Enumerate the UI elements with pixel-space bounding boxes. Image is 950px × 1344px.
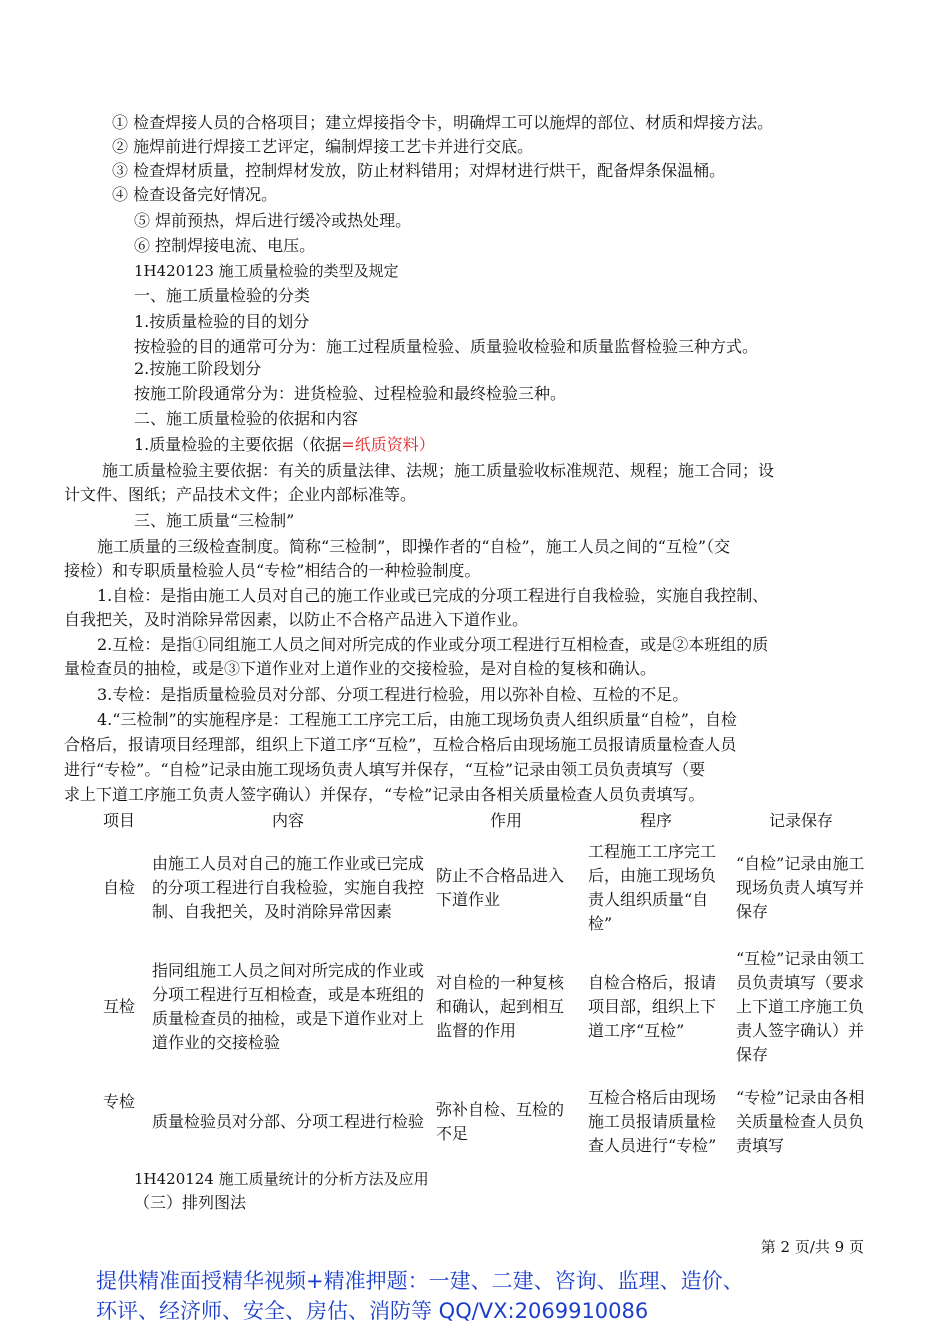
text-line: ② 施焊前进行焊接工艺评定，编制焊接工艺卡并进行交底。 <box>112 137 534 156</box>
section-code: 1H420123 施工质量检验的类型及规定 <box>134 262 399 280</box>
table-cell-effect: 防止不合格品进入下道作业 <box>436 866 565 909</box>
table-header: 内容 <box>271 811 304 830</box>
text-line: 4.“三检制”的实施程序是：工程施工工序完工后，由施工现场负责人组织质量“自检”，自检 <box>97 710 737 729</box>
text-line: 按施工阶段通常分为：进货检验、过程检验和最终检验三种。 <box>134 384 567 403</box>
text-line: 1.自检：是指由施工人员对自己的施工作业或已完成的分项工程进行自我检验，实施自我控制、 <box>97 586 769 605</box>
subheading-text: 1.质量检验的主要依据（依据 <box>134 435 342 454</box>
text-line: 施工质量检验主要依据：有关的质量法律、法规；施工质量验收标准规范、规程；施工合同；设 <box>102 461 775 480</box>
table-header: 程序 <box>639 811 672 830</box>
page-number: 第 2 页/共 9 页 <box>760 1238 864 1256</box>
table-cell-item: 自检 <box>102 878 135 897</box>
table-cell-record: “专检”记录由各相关质量检查人员负责填写 <box>736 1088 865 1155</box>
table-cell-procedure: 互检合格后由现场施工员报请质量检查人员进行“专检” <box>588 1088 717 1155</box>
table-cell-content: 质量检验员对分部、分项工程进行检验 <box>152 1112 425 1131</box>
table-cell-content: 由施工人员对自己的施工作业或已完成的分项工程进行自我检验，实施自我控制、自我把关，及时消除异常因素 <box>152 854 425 921</box>
subheading: 2.按施工阶段划分 <box>134 359 262 378</box>
text-line: 接检）和专职质量检验人员“专检”相结合的一种检验制度。 <box>64 561 481 580</box>
table-cell-record: “互检”记录由领工员负责填写（要求上下道工序施工负责人签字确认）并保存 <box>736 949 865 1064</box>
three-check-table <box>92 808 872 1172</box>
heading: 三、施工质量“三检制” <box>134 511 295 530</box>
heading: （三）排列图法 <box>134 1193 247 1212</box>
text-line: 量检查员的抽检，或是③下道作业对上道作业的交接检验，是对自检的复核和确认。 <box>64 659 657 678</box>
table-cell-item: 专检 <box>102 1092 135 1111</box>
text-line: 2.互检：是指①同组施工人员之间对所完成的作业或分项工程进行互相检查，或是②本班组的质 <box>97 635 769 654</box>
table-cell-record: “自检”记录由施工现场负责人填写并保存 <box>736 854 865 921</box>
subheading <box>134 433 435 457</box>
subheading: 1.按质量检验的目的划分 <box>134 312 310 331</box>
table-header: 作用 <box>489 811 522 830</box>
text-line: 3.专检：是指质量检验员对分部、分项工程进行检验，用以弥补自检、互检的不足。 <box>97 685 689 704</box>
heading: 二、施工质量检验的依据和内容 <box>134 409 359 428</box>
table-header: 项目 <box>102 811 135 830</box>
text-line: ④ 检查设备完好情况。 <box>112 185 278 204</box>
table-cell-item: 互检 <box>102 997 135 1016</box>
table-header-row <box>92 808 872 834</box>
text-line: 按检验的目的通常可分为：施工过程质量检验、质量验收检验和质量监督检验三种方式。 <box>134 337 759 356</box>
ad-text: 环评、经济师、安全、房估、消防等 QQ/VX:2069910086 <box>96 1299 649 1323</box>
text-line: 自我把关，及时消除异常因素，以防止不合格产品进入下道作业。 <box>64 610 529 629</box>
text-line: 求上下道工序施工负责人签字确认）并保存，“专检”记录由各相关质量检查人员负责填写。 <box>64 785 705 804</box>
text-line: ⑤ 焊前预热，焊后进行缓冷或热处理。 <box>134 211 412 230</box>
table-cell-effect: 对自检的一种复核和确认，起到相互监督的作用 <box>436 973 565 1040</box>
section-code: 1H420124 施工质量统计的分析方法及应用 <box>134 1170 429 1188</box>
text-line: 进行“专检”。“自检”记录由施工现场负责人填写并保存，“互检”记录由领工员负责填写（要 <box>64 760 706 779</box>
text-line: 计文件、图纸；产品技术文件；企业内部标准等。 <box>64 485 417 504</box>
table-cell-procedure: 工程施工工序完工后，由施工现场负责人组织质量“自检” <box>588 842 717 933</box>
table-row <box>92 942 872 1072</box>
text-line: ⑥ 控制焊接电流、电压。 <box>134 236 316 255</box>
text-line: ③ 检查焊材质量，控制焊材发放，防止材料错用；对焊材进行烘干，配备焊条保温桶。 <box>112 161 726 180</box>
table-cell-procedure: 自检合格后，报请项目部，组织上下道工序“互检” <box>588 973 717 1040</box>
table-cell-effect: 弥补自检、互检的不足 <box>436 1100 565 1143</box>
text-line: ① 检查焊接人员的合格项目；建立焊接指令卡，明确焊工可以施焊的部位、材质和焊接方法。 <box>112 113 774 132</box>
text-line: 施工质量的三级检查制度。简称“三检制”，即操作者的“自检”，施工人员之间的“互检”（交 <box>97 537 731 556</box>
table-row <box>92 834 872 942</box>
ad-text: 提供精准面授精华视频+精准押题：一建、二建、咨询、监理、造价、 <box>96 1269 744 1293</box>
highlight-text: =纸质资料） <box>341 435 435 454</box>
text-line: 合格后，报请项目经理部，组织上下道工序“互检”，互检合格后由现场施工员报请质量检查人员 <box>64 735 737 754</box>
table-cell-content: 指同组施工人员之间对所完成的作业或分项工程进行互相检查，或是本班组的质量检查员的抽检，或是下道作业对上道作业的交接检验 <box>152 961 425 1052</box>
heading: 一、施工质量检验的分类 <box>134 286 311 305</box>
table-row <box>92 1072 872 1172</box>
table-header: 记录保存 <box>768 811 833 830</box>
